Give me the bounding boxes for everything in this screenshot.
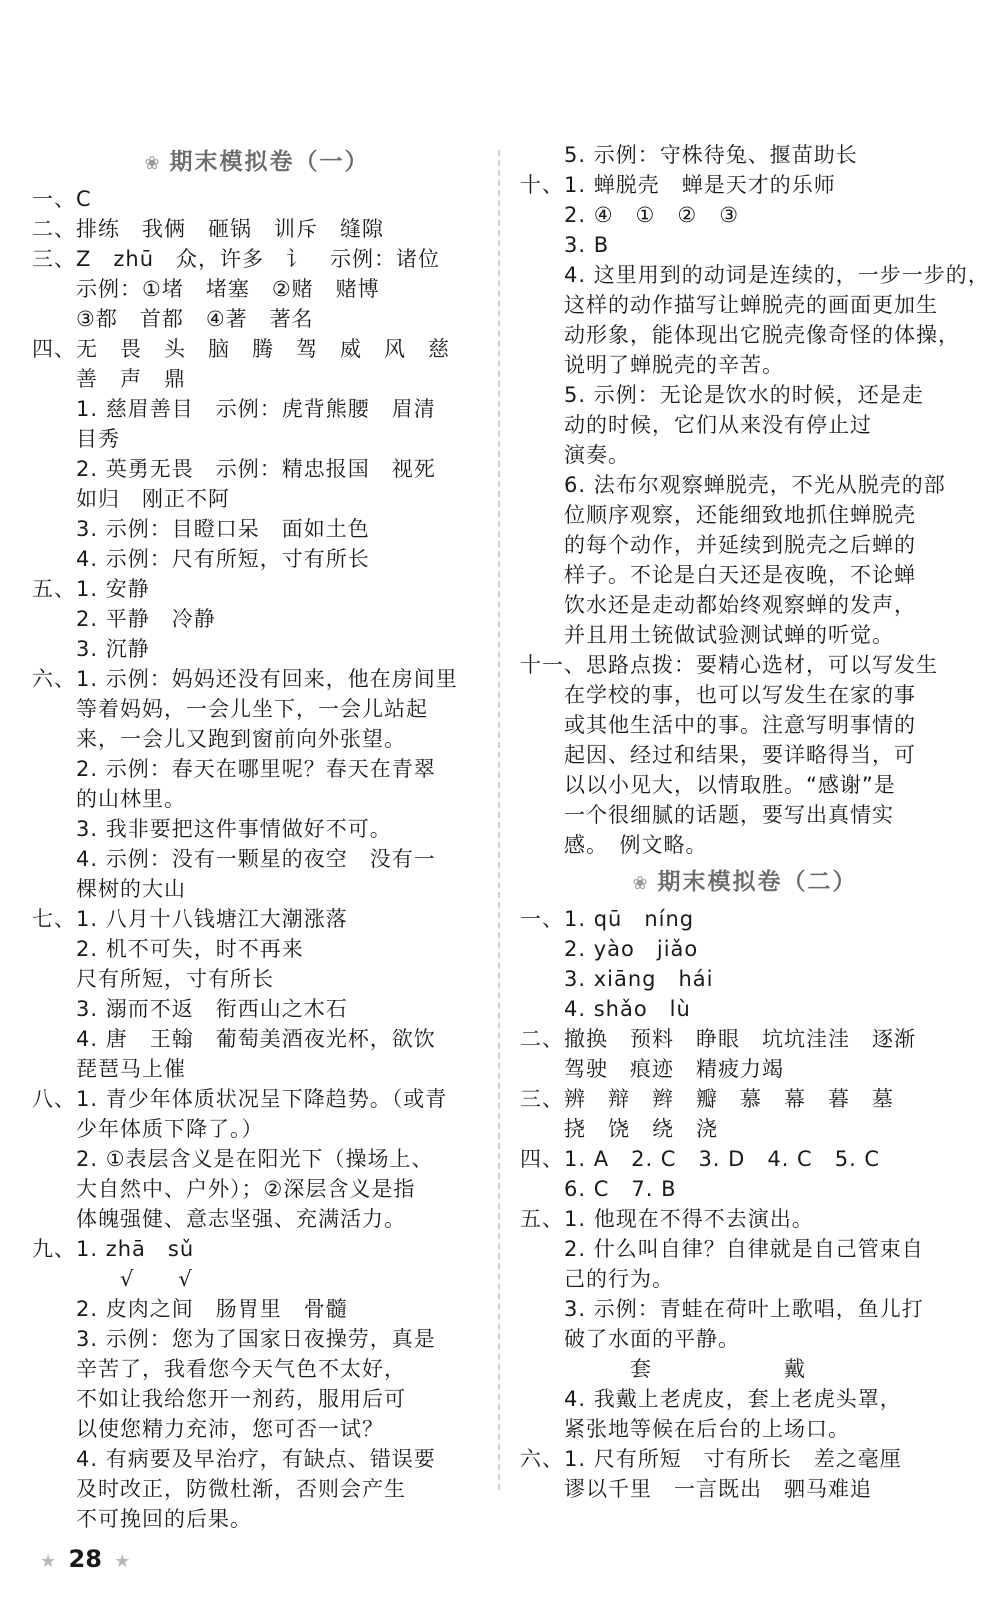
answer-line: 七、1. 八月十八钱塘江大潮涨落 (32, 907, 348, 931)
answer-line: 4. 示例：没有一颗星的夜空 没有一 (32, 847, 436, 871)
answer-line: 不如让我给您开一剂药，服用后可 (32, 1387, 406, 1411)
answer-line: 一、1. qū níng (520, 907, 695, 931)
star-icon: ★ (40, 1551, 57, 1572)
paw-icon: ❀ (144, 153, 162, 174)
answer-line: 3. 溺而不返 衔西山之木石 (32, 997, 348, 1021)
answer-line: 演奏。 (520, 443, 630, 467)
answer-line: 五、1. 他现在不得不去演出。 (520, 1207, 814, 1231)
answer-line: 3. 示例：青蛙在荷叶上歌唱，鱼儿打 (520, 1297, 924, 1321)
answer-line: 大自然中、户外）；②深层含义是指 (32, 1177, 416, 1201)
answer-line: 二、撤换 预料 睁眼 坑坑洼洼 逐渐 (520, 1027, 916, 1051)
answer-line: 少年体质下降了。） (32, 1117, 264, 1141)
answer-line: 说明了蝉脱壳的辛苦。 (520, 353, 784, 377)
answer-line: 琵琶马上催 (32, 1057, 186, 1081)
answer-line: 驾驶 痕迹 精疲力竭 (520, 1057, 784, 1081)
answer-line: 6. C 7. B (520, 1177, 677, 1201)
answer-line: 己的行为。 (520, 1267, 674, 1291)
answer-line: 并且用土铳做试验测试蝉的听觉。 (520, 623, 894, 647)
answer-line: 辛苦了，我看您今天气色不太好， (32, 1357, 406, 1381)
answer-line: 5. 示例：守株待兔、揠苗助长 (520, 143, 858, 167)
answer-line: 六、1. 尺有所短 寸有所长 差之毫厘 (520, 1447, 902, 1471)
answer-line: 动形象，能体现出它脱壳像奇怪的体操， (520, 323, 960, 347)
answer-line: 三、Z zhū 众，许多 讠 示例：诸位 (32, 247, 441, 271)
answer-line: 3. 示例：目瞪口呆 面如土色 (32, 517, 370, 541)
answer-line: 三、辨 辩 辫 瓣 慕 幕 暮 墓 (520, 1087, 894, 1111)
answer-line: 2. ④ ① ② ③ (520, 203, 740, 227)
answer-line: 十、1. 蝉脱壳 蝉是天才的乐师 (520, 173, 836, 197)
answer-line: 2. 英勇无畏 示例：精忠报国 视死 (32, 457, 436, 481)
answer-line: 等着妈妈，一会儿坐下，一会儿站起 (32, 697, 428, 721)
answer-list-left (32, 184, 482, 1534)
answer-line: 四、1. A 2. C 3. D 4. C 5. C (520, 1147, 881, 1171)
answer-line: 位顺序观察，还能细致地抓住蝉脱壳 (520, 503, 916, 527)
answer-line: 这样的动作描写让蝉脱壳的画面更加生 (520, 293, 938, 317)
section-title-2: ❀ 期末模拟卷（二） (632, 869, 858, 895)
answer-line: 1. 慈眉善目 示例：虎背熊腰 眉清 (32, 397, 436, 421)
answer-line: 挠 饶 绕 浇 (520, 1117, 718, 1141)
answer-line: 十一、思路点拨：要精心选材，可以写发生 (520, 653, 938, 677)
answer-line: 2. 示例：春天在哪里呢？春天在青翠 (32, 757, 436, 781)
answer-line: 4. 这里用到的动词是连续的，一步一步的， (520, 263, 990, 287)
answer-line: 2. 什么叫自律？自律就是自己管束自 (520, 1237, 924, 1261)
answer-line: 4. 有病要及早治疗，有缺点、错误要 (32, 1447, 436, 1471)
answer-line: 饮水还是走动都始终观察蝉的发声， (520, 593, 916, 617)
answer-line: 以以小见大，以情取胜。“感谢”是 (520, 773, 896, 797)
answer-line: 棵树的大山 (32, 877, 186, 901)
answer-line: 起因、经过和结果，要详略得当，可 (520, 743, 916, 767)
answer-line: 4. 唐 王翰 葡萄美酒夜光杯，欲饮 (32, 1027, 436, 1051)
answer-line: 尺有所短，寸有所长 (32, 967, 274, 991)
answer-line: ③都 首都 ④著 著名 (32, 307, 314, 331)
answer-line: 2. 机不可失，时不再来 (32, 937, 304, 961)
answer-line: 破了水面的平静。 (520, 1327, 740, 1351)
answer-line: √ √ (32, 1267, 193, 1291)
star-icon: ★ (114, 1551, 131, 1572)
answer-line: 体魄强健、意志坚强、充满活力。 (32, 1207, 406, 1231)
answer-line: 六、1. 示例：妈妈还没有回来，他在房间里 (32, 667, 458, 691)
answer-list-right-b (520, 904, 970, 1504)
answer-line: 套 戴 (520, 1357, 806, 1381)
answer-line: 在学校的事，也可以写发生在家的事 (520, 683, 916, 707)
answer-line: 3. xiāng hái (520, 967, 714, 991)
answer-line: 一、C (32, 187, 92, 211)
answer-line: 来，一会儿又跑到窗前向外张望。 (32, 727, 406, 751)
answer-line: 动的时候，它们从来没有停止过 (520, 413, 872, 437)
answer-line: 5. 示例：无论是饮水的时候，还是走 (520, 383, 924, 407)
answer-line: 2. 皮肉之间 肠胃里 骨髓 (32, 1297, 348, 1321)
answer-line: 目秀 (32, 427, 120, 451)
answer-line: 3. 示例：您为了国家日夜操劳，真是 (32, 1327, 436, 1351)
page-footer (40, 1545, 130, 1573)
answer-line: 如归 刚正不阿 (32, 487, 230, 511)
answer-line: 及时改正，防微杜渐，否则会产生 (32, 1477, 406, 1501)
page-number: 28 (68, 1545, 102, 1573)
answer-line: 或其他生活中的事。注意写明事情的 (520, 713, 916, 737)
right-column (520, 140, 990, 1504)
answer-line: 2. 平静 冷静 (32, 607, 216, 631)
answer-line: 八、1. 青少年体质状况呈下降趋势。（或青 (32, 1087, 448, 1111)
answer-line: 五、1. 安静 (32, 577, 150, 601)
answer-line: 示例：①堵 堵塞 ②赌 赌博 (32, 277, 380, 301)
answer-line: 4. 示例：尺有所短，寸有所长 (32, 547, 370, 571)
answer-line: 的每个动作，并延续到脱壳之后蝉的 (520, 533, 916, 557)
answer-line: 2. ①表层含义是在阳光下（操场上、 (32, 1147, 434, 1171)
answer-line: 一个很细腻的话题，要写出真情实 (520, 803, 894, 827)
paw-icon: ❀ (632, 873, 650, 894)
answer-line: 3. B (520, 233, 610, 257)
answer-line: 九、1. zhā sǔ (32, 1237, 195, 1261)
answer-line: 3. 我非要把这件事情做好不可。 (32, 817, 392, 841)
answer-line: 不可挽回的后果。 (32, 1507, 252, 1531)
answer-line: 以使您精力充沛，您可否一试？ (32, 1417, 384, 1441)
answer-line: 二、排练 我俩 砸锅 训斥 缝隙 (32, 217, 384, 241)
answer-line: 6. 法布尔观察蝉脱壳，不光从脱壳的部 (520, 473, 946, 497)
answer-list-right-a (520, 140, 990, 860)
section-title-1: ❀ 期末模拟卷（一） (144, 149, 370, 175)
left-column (32, 140, 482, 1534)
answer-line: 紧张地等候在后台的上场口。 (520, 1417, 850, 1441)
answer-line: 四、无 畏 头 脑 腾 驾 威 风 慈 (32, 337, 450, 361)
answer-line: 的山林里。 (32, 787, 186, 811)
answer-line: 4. shǎo lù (520, 997, 691, 1021)
answer-line: 感。 例文略。 (520, 833, 708, 857)
answer-line: 4. 我戴上老虎皮，套上老虎头罩， (520, 1387, 902, 1411)
answer-line: 3. 沉静 (32, 637, 150, 661)
column-divider (498, 150, 500, 1490)
answer-line: 谬以千里 一言既出 驷马难追 (520, 1477, 872, 1501)
answer-line: 2. yào jiǎo (520, 937, 699, 961)
answer-line: 善 声 鼎 (32, 367, 186, 391)
answer-line: 样子。不论是白天还是夜晚，不论蝉 (520, 563, 916, 587)
